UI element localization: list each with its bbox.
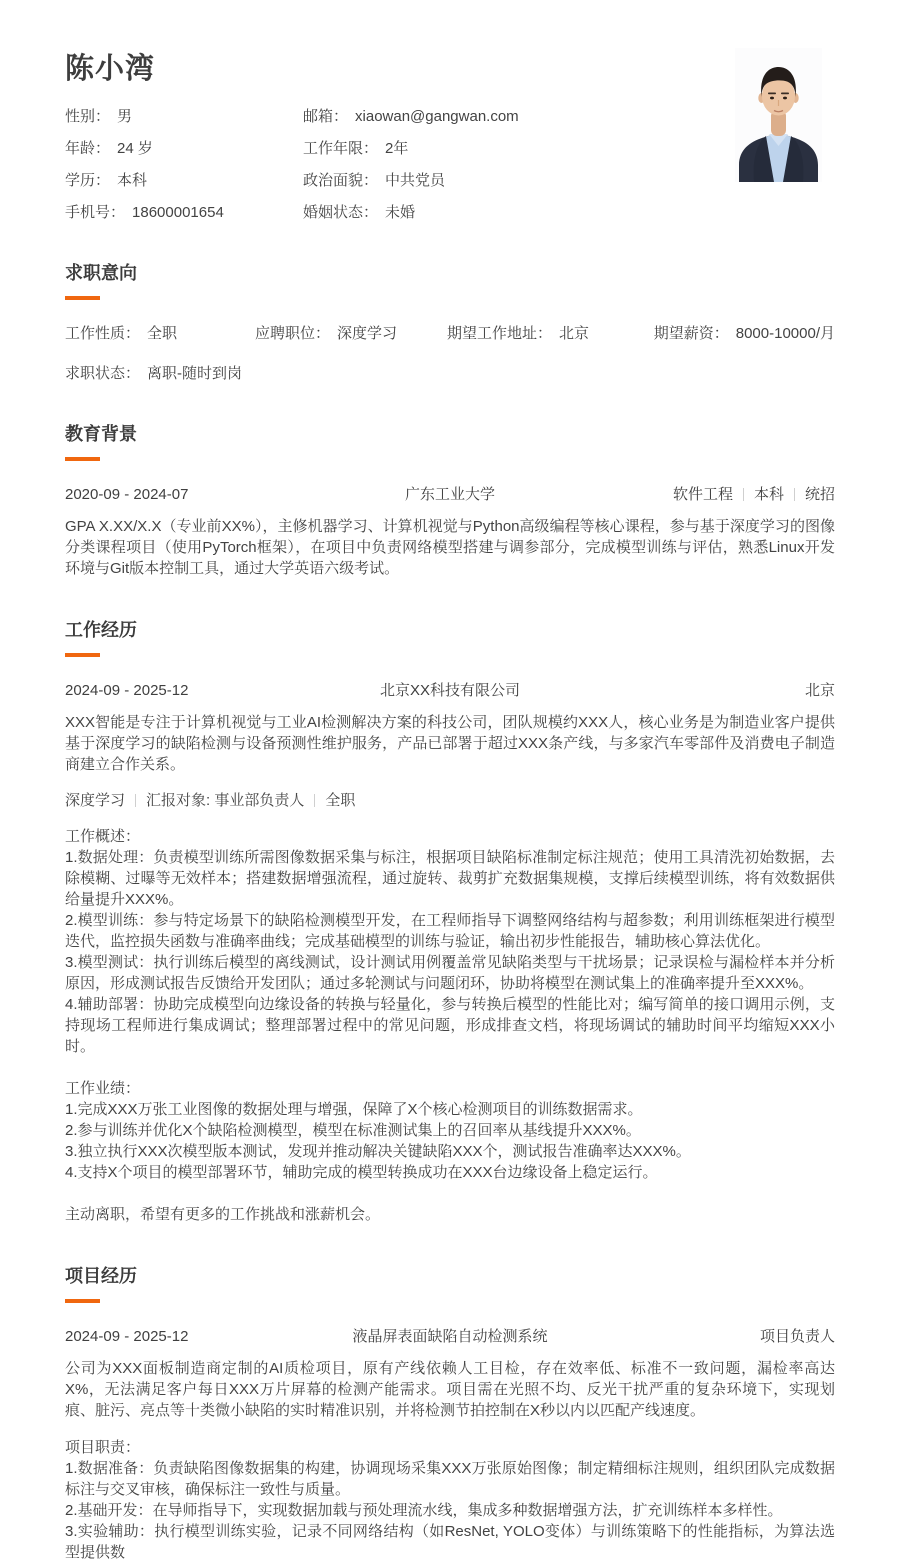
project-name: 液晶屏表面缺陷自动检测系统	[352, 1328, 548, 1345]
field-label: 学历：	[65, 172, 111, 189]
education-major: 软件工程	[672, 486, 733, 503]
education-tags	[495, 483, 835, 504]
field-label: 性别：	[65, 108, 111, 125]
field-label: 婚姻状态：	[303, 204, 379, 221]
divider	[314, 794, 315, 807]
section-title: 项目经历	[65, 1266, 137, 1286]
field-value: 男	[117, 108, 133, 125]
project-row	[65, 1325, 835, 1346]
project-body	[65, 1325, 835, 1563]
section-title: 工作经历	[65, 620, 137, 640]
education-admission-type: 统招	[805, 486, 836, 503]
section-work-experience	[65, 616, 835, 1225]
field-label: 工作性质：	[65, 325, 141, 342]
field-experience-years	[303, 137, 625, 158]
field-value: 未婚	[385, 204, 416, 221]
field-value: 离职-随时到岗	[147, 365, 243, 382]
field-work-type	[65, 322, 255, 343]
project-duty-item: 2.基础开发：在导师指导下，实现数据加载与预处理流水线，集成多种数据增强方法，扩充训练样本多样性。	[65, 1502, 783, 1519]
job-intention-body	[65, 322, 835, 383]
work-overview-block	[65, 826, 835, 1057]
project-duty-label: 项目职责：	[65, 1439, 141, 1456]
field-job-status	[65, 362, 242, 383]
section-job-intention	[65, 259, 835, 383]
work-achievement-item: 2.参与训练并优化X个缺陷检测模型，模型在标准测试集上的召回率从基线提升XXX%。	[65, 1122, 641, 1139]
work-overview-label: 工作概述：	[65, 828, 141, 845]
field-expected-salary	[654, 322, 835, 343]
field-label: 期望薪资：	[653, 325, 729, 342]
work-achievement-label: 工作业绩：	[65, 1080, 141, 1097]
leave-reason: 主动离职，希望有更多的工作挑战和涨薪机会。	[65, 1206, 381, 1223]
education-row	[65, 483, 835, 504]
field-gender	[65, 105, 303, 126]
field-value: xiaowan@gangwan.com	[355, 108, 519, 125]
field-email	[303, 105, 625, 126]
field-label: 期望工作地址：	[447, 325, 553, 342]
work-achievement-item: 1.完成XXX万张工业图像的数据处理与增强，保障了X个核心检测项目的训练数据需求。	[65, 1101, 643, 1118]
candidate-name: 陈小湾	[65, 53, 156, 85]
field-label: 年龄：	[65, 140, 111, 157]
field-phone	[65, 201, 303, 222]
field-label: 邮箱：	[303, 108, 349, 125]
field-education-level	[65, 169, 303, 190]
field-label: 政治面貌：	[303, 172, 379, 189]
work-report-to: 汇报对象: 事业部负责人	[146, 792, 305, 809]
field-value: 8000-10000/月	[735, 325, 835, 342]
section-title: 教育背景	[65, 424, 137, 444]
field-value: 深度学习	[337, 325, 398, 342]
accent-bar	[65, 1299, 100, 1303]
project-description: 公司为XXX面板制造商定制的AI质检项目，原有产线依赖人工目检，存在效率低、标准不一致问题，漏检率高达X%，无法满足客户每日XXX万片屏幕的检测产能需求。项目需在光照不均、反光干扰严重的复杂环境下，实现划痕、脏污、亮点等十类微小缺陷的实时精准识别，并将检测节拍控制在X秒以内以匹配产线速度。	[65, 1360, 835, 1419]
work-row	[65, 679, 835, 700]
work-overview-item: 1.数据处理：负责模型训练所需图像数据采集与标注，根据项目缺陷标准制定标注规范；使用工具清洗初始数据，去除模糊、过曝等无效样本；搭建数据增强流程，通过旋转、裁剪扩充数据集规模，支撑后续模型训练，将有效数据供给量提升XXX%。	[65, 849, 835, 908]
field-value: 中共党员	[385, 172, 446, 189]
field-value: 2年	[385, 140, 409, 157]
work-company: 北京XX科技有限公司	[380, 682, 521, 699]
field-value: 北京	[559, 325, 590, 342]
work-employment-type: 全职	[325, 792, 356, 809]
company-intro: XXX智能是专注于计算机视觉与工业AI检测解决方案的科技公司，团队规模约XXX人，核心业务是为制造业客户提供基于深度学习的缺陷检测与设备预测性维护服务，产品已部署于超过XXX条产线，与多家汽车零部件及消费电子制造商建立合作关系。	[65, 714, 835, 773]
education-school: 广东工业大学	[405, 486, 496, 503]
work-meta-row	[65, 789, 835, 810]
project-duty-block	[65, 1437, 835, 1563]
eye-left	[770, 97, 774, 100]
education-degree: 本科	[753, 486, 784, 503]
profile-photo	[735, 48, 822, 182]
field-marital-status	[303, 201, 625, 222]
project-duty-item: 1.数据准备：负责缺陷图像数据集的构建，协调现场采集XXX万张原始图像；制定精细标注规则，组织团队完成数据标注与交叉审核，确保标注一致性与质量。	[65, 1460, 835, 1498]
work-location: 北京	[805, 682, 836, 699]
work-achievement-item: 4.支持X个项目的模型部署环节，辅助完成的模型转换成功在XXX台边缘设备上稳定运行。	[65, 1164, 658, 1181]
education-description: GPA X.XX/X.X（专业前XX%），主修机器学习、计算机视觉与Python高级编程等核心课程，参与基于深度学习的图像分类课程项目（使用PyTorch框架），在项目中负责网络模型搭建与调参部分，完成模型训练与评估，熟悉Linux开发环境与Git版本控制工具，通过大学英语六级考试。	[65, 518, 835, 577]
work-period: 2024-09 - 2025-12	[65, 682, 189, 699]
job-intention-row-2	[65, 362, 835, 383]
eyebrow-right	[781, 93, 789, 95]
work-achievement-item: 3.独立执行XXX次模型版本测试，发现并推动解决关键缺陷XXX个，测试报告准确率达XXX%。	[65, 1143, 691, 1160]
work-overview-item: 2.模型训练：参与特定场景下的缺陷检测模型开发，在工程师指导下调整网络结构与超参数；利用训练框架进行模型迭代，监控损失函数与准确率曲线；完成基础模型的训练与验证，输出初步性能报告，辅助核心算法优化。	[65, 912, 835, 950]
divider	[794, 488, 795, 501]
field-label: 工作年限：	[303, 140, 379, 157]
accent-bar	[65, 653, 100, 657]
work-overview-item: 3.模型测试：执行训练后模型的离线测试，设计测试用例覆盖常见缺陷类型与干扰场景；记录误检与漏检样本并分析原因，形成测试报告反馈给开发团队；通过多轮测试与问题闭环，协助将模型在测试集上的准确率提升至XXX%。	[65, 954, 835, 992]
field-target-position	[255, 322, 447, 343]
eye-right	[783, 97, 787, 100]
job-intention-row-1	[65, 322, 835, 343]
accent-bar	[65, 457, 100, 461]
divider	[743, 488, 744, 501]
project-period: 2024-09 - 2025-12	[65, 1328, 189, 1345]
resume-header	[65, 46, 835, 222]
field-label: 求职状态：	[65, 365, 141, 382]
work-overview-item: 4.辅助部署：协助完成模型向边缘设备的转换与轻量化，参与转换后模型的性能比对；编写简单的接口调用示例，支持现场工程师进行集成调试；整理部署过程中的常见问题，形成排查文档，将现场调试的辅助时间平均缩短XXX小时。	[65, 996, 835, 1055]
education-body	[65, 483, 835, 579]
section-project-experience	[65, 1262, 835, 1563]
work-position: 深度学习	[65, 792, 126, 809]
field-target-location	[447, 322, 654, 343]
field-value: 本科	[117, 172, 148, 189]
accent-bar	[65, 296, 100, 300]
field-age	[65, 137, 303, 158]
work-achievement-block	[65, 1078, 835, 1183]
field-value: 全职	[147, 325, 178, 342]
eyebrow-left	[768, 93, 776, 95]
field-political-status	[303, 169, 625, 190]
section-education	[65, 420, 835, 579]
project-duty-item: 3.实验辅助：执行模型训练实验，记录不同网络结构（如ResNet, YOLO变体）与训练策略下的性能指标，为算法选型提供数	[65, 1523, 835, 1561]
field-label: 手机号：	[65, 204, 126, 221]
work-body	[65, 679, 835, 1225]
divider	[135, 794, 136, 807]
personal-info-grid	[65, 105, 625, 222]
field-value: 18600001654	[132, 204, 224, 221]
field-label: 应聘职位：	[255, 325, 331, 342]
education-period: 2020-09 - 2024-07	[65, 486, 189, 503]
section-title: 求职意向	[65, 263, 137, 283]
field-value: 24 岁	[117, 140, 153, 157]
project-role: 项目负责人	[760, 1328, 836, 1345]
